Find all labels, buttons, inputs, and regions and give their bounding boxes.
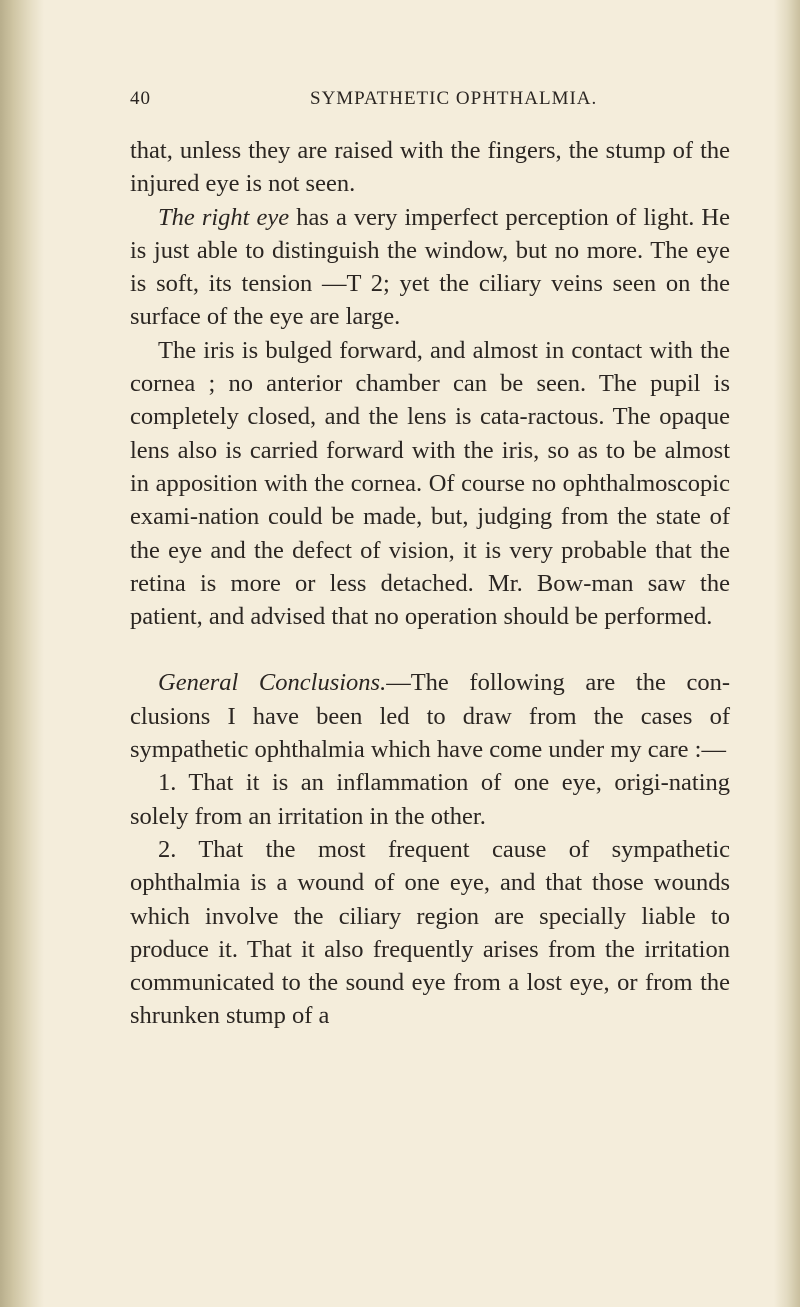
paragraph-6: 2. That the most frequent cause of sympathetic ophthalmia is a wound of one eye, and that those wounds which involve the ciliary region are specially liable to produce it. That it also frequently arises from the irritation communicated to the sound eye from a lost eye, or from the shrunken stump of a xyxy=(130,835,730,1030)
page-gutter-shadow xyxy=(0,0,44,1307)
paragraph-3: The iris is bulged forward, and almost in contact with the cornea ; no anterior chamber can be seen. The pupil is completely closed, and the lens is cata-ractous. The opaque lens also is carried forward with the iris, so as to be almost in apposition with the cornea. Of course no ophthalmoscopic exami-nation could be made, but, judging from the state of the eye and the defect of vision, it is very probable that the retina is more or less detached. Mr. Bow-man saw the patient, and advised that no operation should be performed. xyxy=(130,336,730,631)
paragraph-1: that, unless they are raised with the fingers, the stump of the injured eye is not seen. xyxy=(130,137,730,198)
paragraph-2-text: has a very imperfect perception of light. He is just able to distinguish the window, but no more. The eye is soft, its tension —T 2; yet the ciliary veins seen on the surface of the eye are large. xyxy=(130,203,730,331)
page-header xyxy=(130,82,730,118)
paragraph-2-italic: The right eye xyxy=(158,203,290,231)
book-page xyxy=(130,82,730,1033)
paragraph-4-text: —The following are the con-clusions I have been led to draw from the cases of sympathetic ophthalmia which have come under my care :— xyxy=(130,669,730,764)
page-edge-shadow xyxy=(774,0,800,1307)
section-heading-italic: General Conclusions. xyxy=(158,669,387,697)
paragraph-4 xyxy=(130,666,730,766)
body-text xyxy=(130,134,730,1033)
paragraph-2 xyxy=(130,201,730,334)
page-number: 40 xyxy=(130,88,151,109)
paragraph-5: 1. That it is an inflammation of one eye, origi-nating solely from an irritation in the other. xyxy=(130,769,730,830)
running-head: SYMPATHETIC OPHTHALMIA. xyxy=(310,88,598,109)
